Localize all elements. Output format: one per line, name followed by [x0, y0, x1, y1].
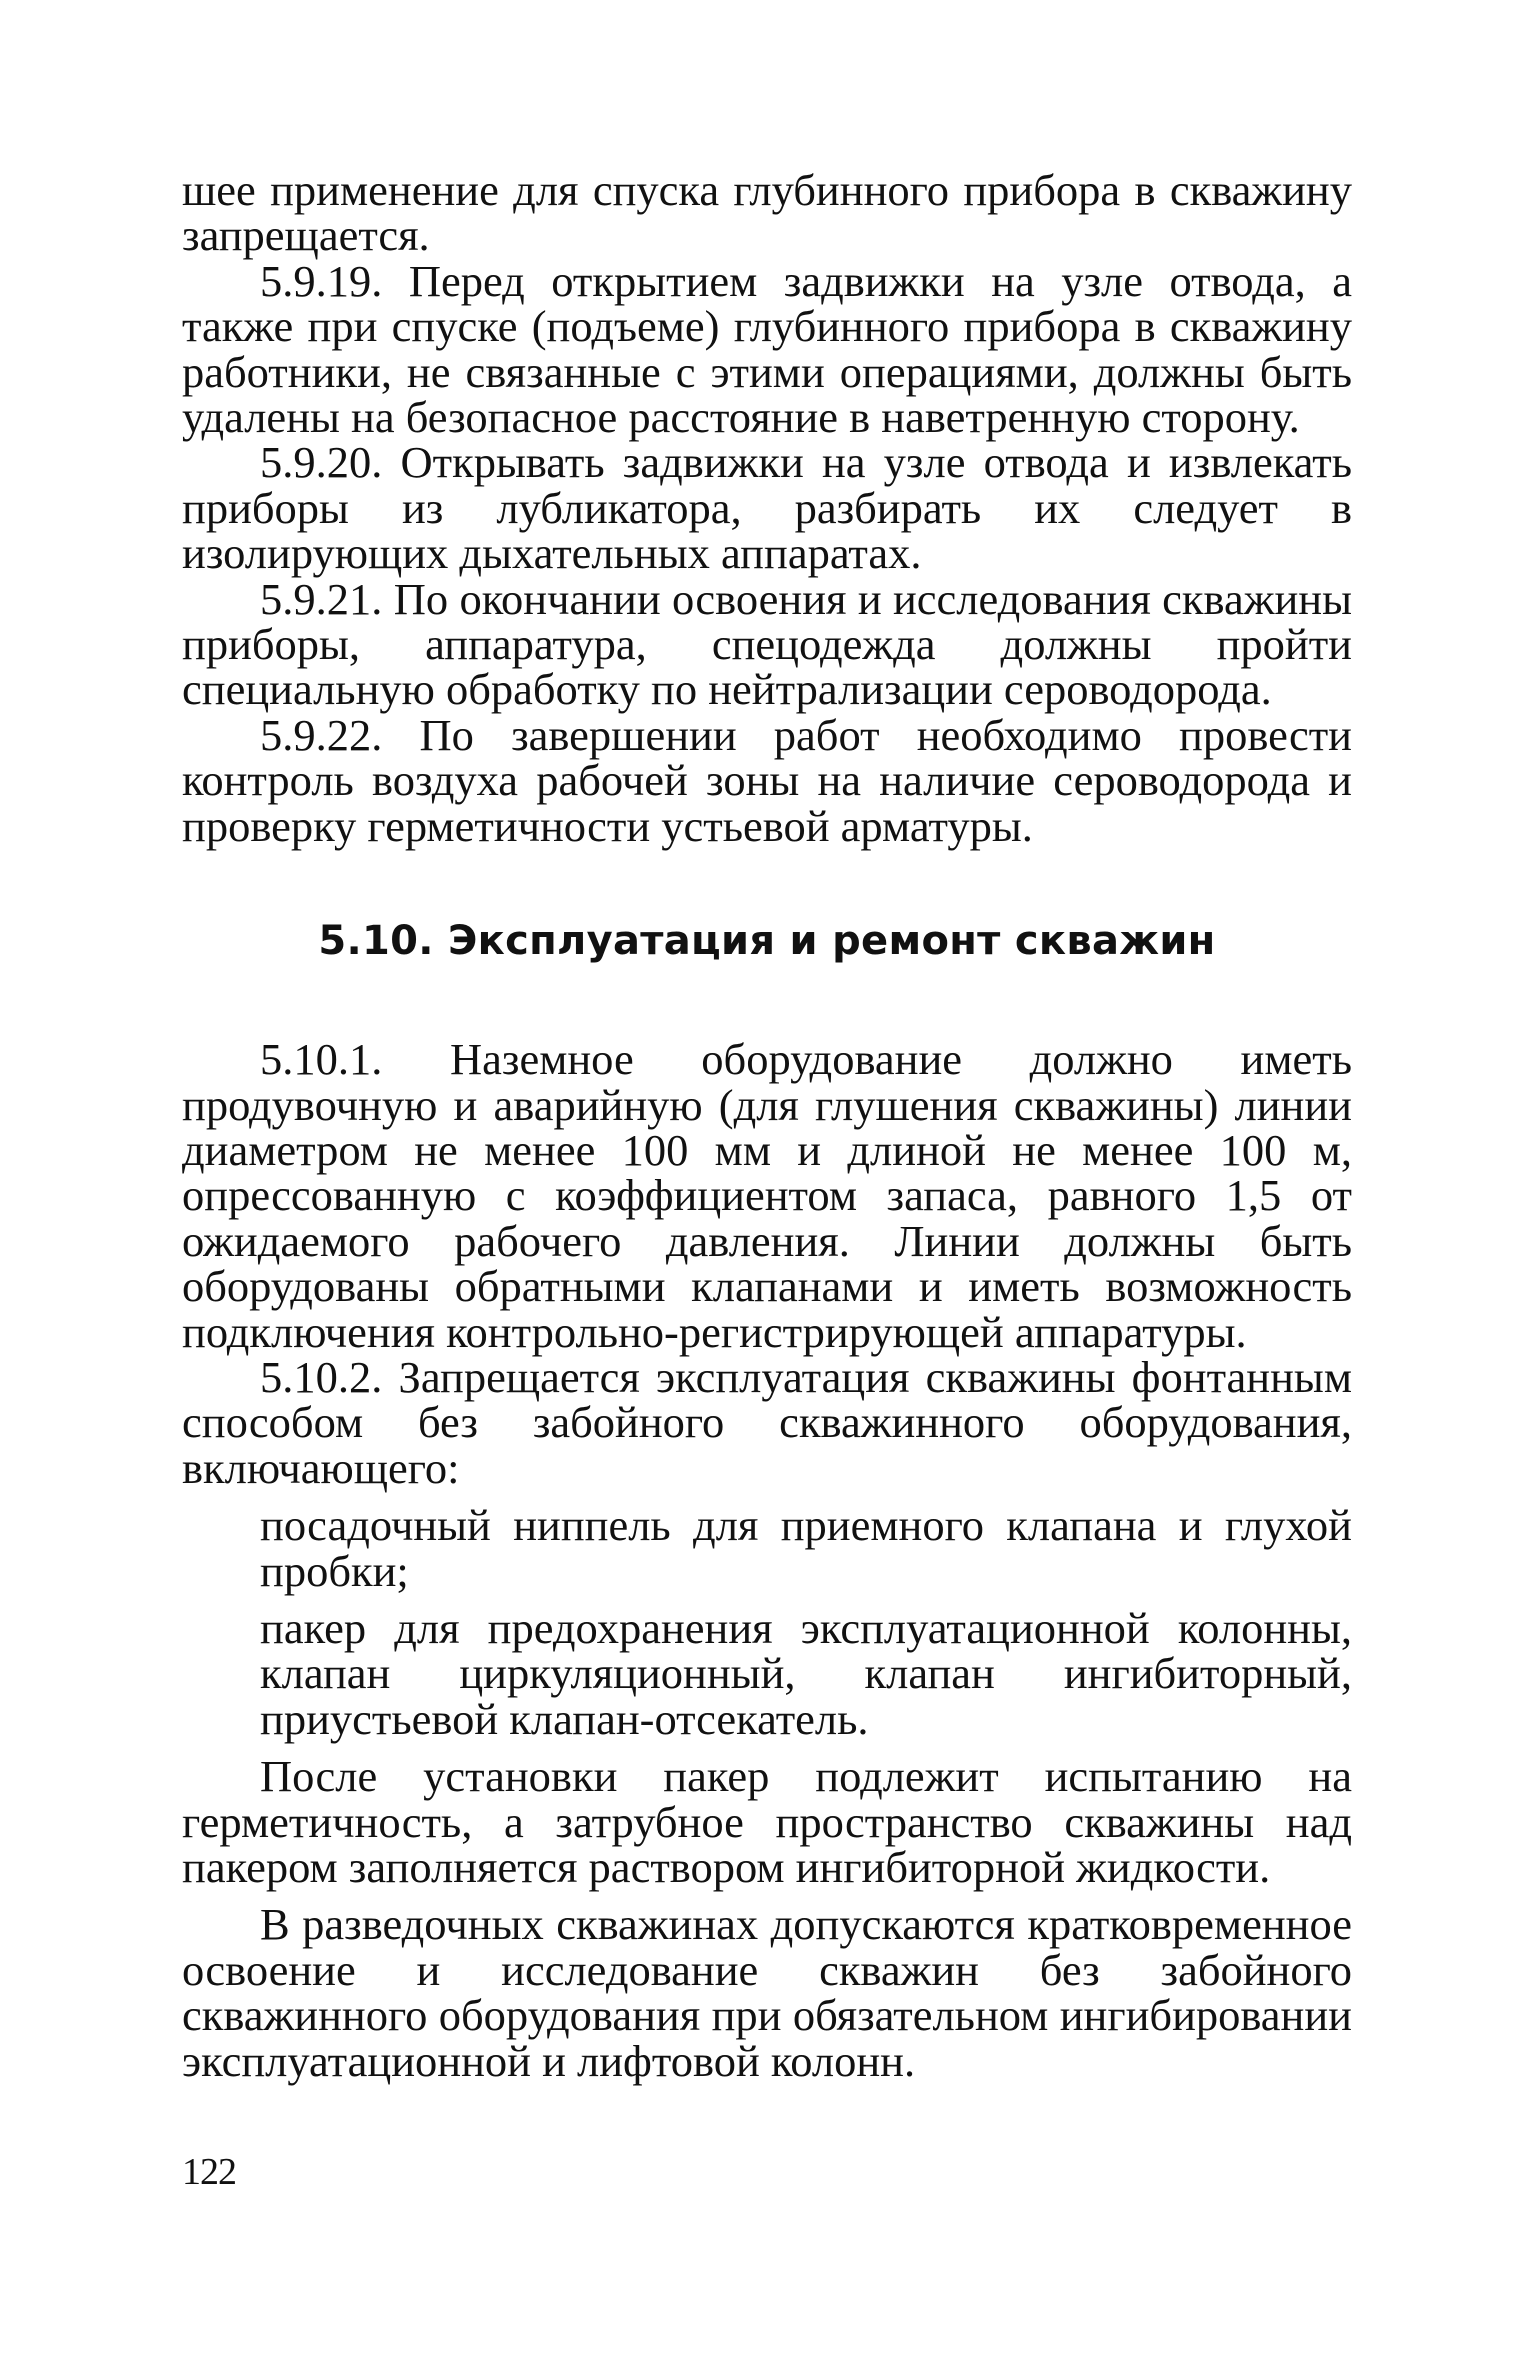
paragraph-5-10-2: 5.10.2. Запрещается эксплуатация скважины фонтанным способом без забойного скважинного оборудования, включающего: [182, 1351, 1352, 1493]
paragraph-5-9-22: 5.9.22. По завершении работ необходимо провести контроль воздуха рабочей зоны на наличие сероводорода и проверку герметичности устьевой арматуры. [182, 709, 1352, 851]
page-number: 122 [182, 2151, 236, 2193]
paragraph-continuation: шее применение для спуска глубинного прибора в скважину запрещается. [182, 165, 1352, 261]
paragraph-packer-test: После установки пакер подлежит испытанию на герметичность, а затрубное пространство скважины над пакером заполняется раствором ингибиторной жидкости. [182, 1751, 1352, 1892]
paragraph-5-9-19: 5.9.19. Перед открытием задвижки на узле отвода, а также при спуске (подъеме) глубинного прибора в скважину работники, не связанные с этими операциями, должны быть удалены на безопасное расстояние в наветренную сторону. [182, 255, 1352, 443]
text-column [182, 165, 1352, 2086]
section-heading: 5.10. Эксплуатация и ремонт скважин [318, 918, 1216, 965]
paragraph-5-9-21: 5.9.21. По окончании освоения и исследования скважины приборы, аппаратура, спецодежда должны пройти специальную обработку по нейтрализации сероводорода. [182, 573, 1352, 715]
list-item-packer: пакер для предохранения эксплуатационной колонны, клапан циркуляционный, клапан ингибиторный, приустьевой клапан-отсекатель. [260, 1602, 1352, 1744]
paragraph-5-9-20: 5.9.20. Открывать задвижки на узле отвода и извлекать приборы из лубликатора, разбирать их следует в изолирующих дыхательных аппаратах. [182, 437, 1352, 579]
paragraph-5-10-1: 5.10.1. Наземное оборудование должно иметь продувочную и аварийную (для глушения скважины) линии диаметром не менее 100 мм и длиной не менее 100 м, опрессованную с коэффициентом запаса, равного 1,5 от ожидаемого рабочего давления. Линии должны быть оборудованы обратными клапанами и иметь возможность подключения контрольно-регистрирующей аппаратуры. [182, 1034, 1352, 1357]
paragraph-exploration-wells: В разведочных скважинах допускаются кратковременное освоение и исследование скважин без забойного скважинного оборудования при обязательном ингибировании эксплуатационной и лифтовой колонн. [182, 1899, 1352, 2086]
list-item-nipple: посадочный ниппель для приемного клапана и глухой пробки; [260, 1500, 1352, 1596]
